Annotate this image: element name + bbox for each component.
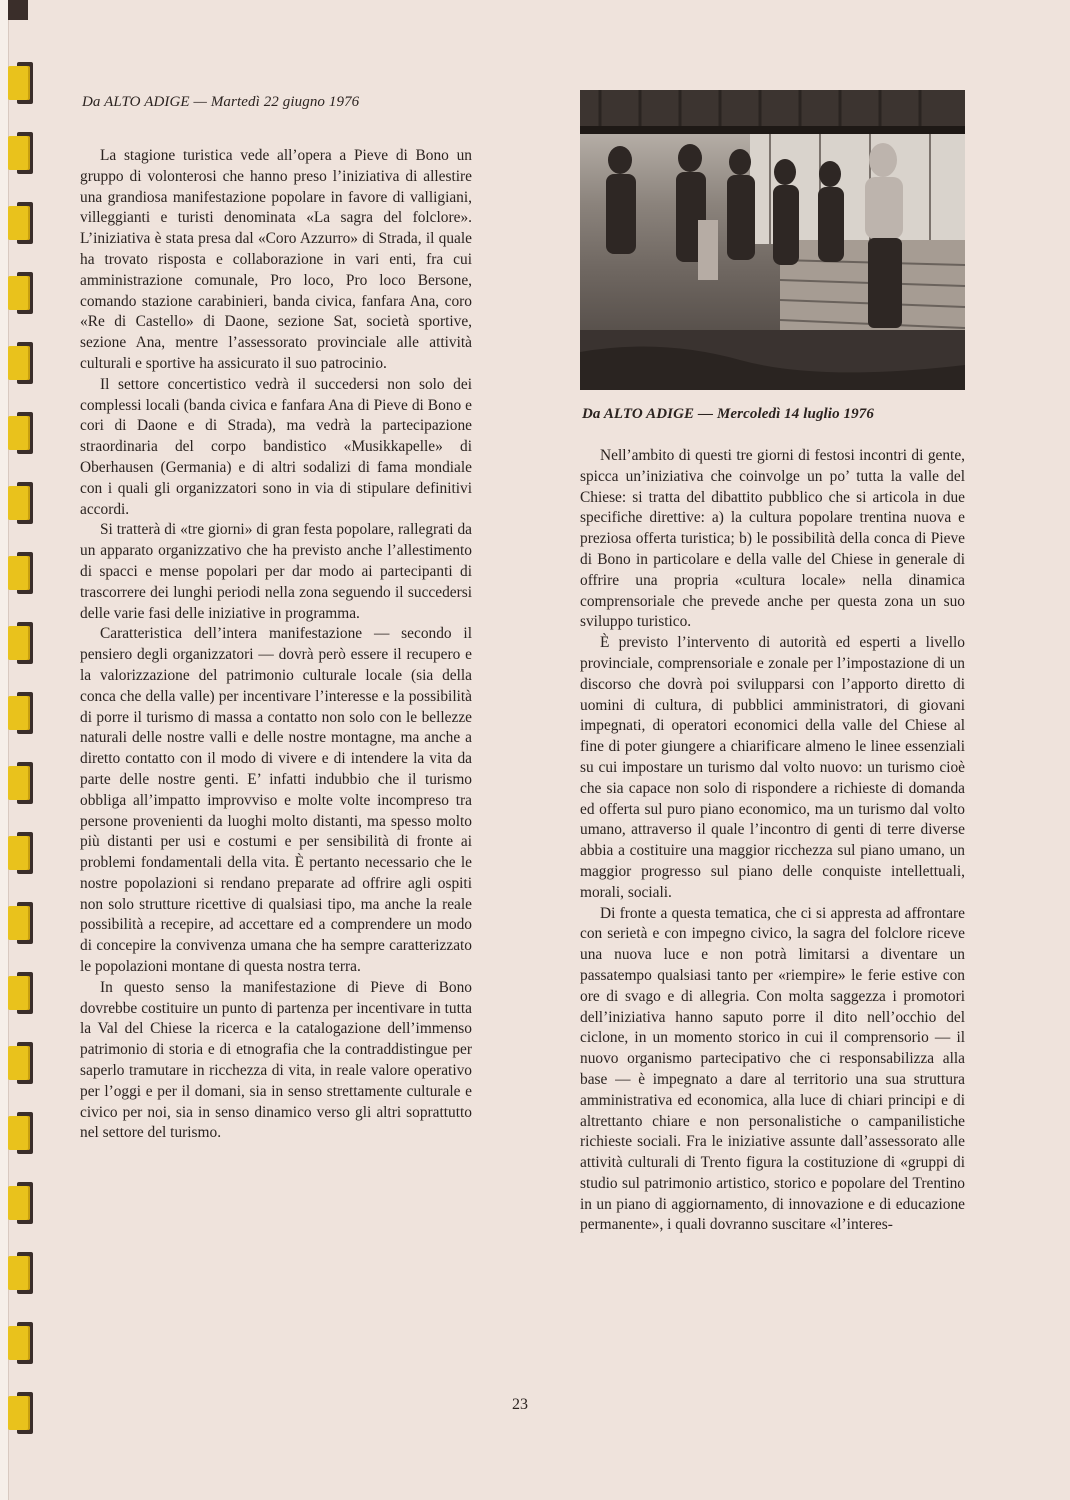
binding-ring: [8, 342, 34, 386]
ring-clip: [8, 836, 30, 870]
right-column: [580, 90, 965, 1236]
page-number: 23: [512, 1396, 528, 1413]
binding-ring: [8, 552, 34, 596]
binding-ring: [8, 1042, 34, 1086]
binding-ring: [8, 62, 34, 106]
ring-clip: [8, 1116, 30, 1150]
left-source-heading: Da ALTO ADIGE — Martedì 22 giugno 1976: [82, 94, 360, 110]
binding-top-clip: [8, 0, 28, 20]
binding-ring: [8, 132, 34, 176]
left-paragraph-4: Caratteristica dell’intera manifestazione — secondo il pensiero degli organizzatori — dovrà però essere il recupero e la valorizzazione del patrimonio culturale locale (sia della conca che della valle) per incentivare l’interesse e la possibilità di porre il turismo di massa a contatto non solo con le bellezze naturali delle nostre valli e delle nostre montagne, ma anche a diretto contatto con il modo di vivere e di intendere la vita da parte delle nostre genti. E’ infatti indubbio che il turismo obbliga all’impatto improvviso e molte volte incompreso tra persone provenienti da luoghi molto distanti, ma spesso molto più distanti per usi e costumi e per sensibilità di fronte ai problemi fondamentali della vita. È pertanto necessario che le nostre popolazioni si rendano preparate ad offrire agli ospiti non solo strutture ricettive di qualsiasi tipo, ma anche la reale possibilità a recepire, ad accettare ed a comprendere un modo di concepire la convivenza umana che ha sempre caratterizzato le popolazioni montane di questa nostra terra.: [80, 625, 472, 976]
ring-clip: [8, 556, 30, 590]
binding-ring: [8, 1182, 34, 1226]
ring-clip: [8, 1046, 30, 1080]
binding-ring: [8, 272, 34, 316]
binding-ring: [8, 202, 34, 246]
left-paragraph-5: In questo senso la manifestazione di Pieve di Bono dovrebbe costituire un punto di partenza per incentivare in tutta la Val del Chiese la ricerca e la catalogazione dell’immenso patrimonio di storia e di etnografia che la contraddistingue per saperlo tramutare in ricchezza di vita, in reale valore operativo per l’oggi e per il domani, sia in senso strettamente culturale e civico per noi, sia in senso dinamico verso gli altri soprattutto nel settore del turismo.: [80, 978, 472, 1142]
ring-clip: [8, 626, 30, 660]
ring-clip: [8, 136, 30, 170]
left-column: [80, 92, 472, 1144]
ring-clip: [8, 906, 30, 940]
binding-ring: [8, 1252, 34, 1296]
ring-clip: [8, 346, 30, 380]
ring-clip: [8, 976, 30, 1010]
ring-clip: [8, 766, 30, 800]
right-paragraph-3: Di fronte a questa tematica, che ci si appresta ad affrontare con serietà e con impegno civico, la sagra del folclore riceve una nuova luce e non potrà limitarsi a diventare un passatempo qualsiasi tanto per «riempire» le ferie estive con ore di svago e di allegria. Con molta saggezza i promotori dell’iniziativa hanno saputo porre il dito nell’occhio del ciclone, in un momento storico in cui il comprensorio — il nuovo organismo partecipativo che ci responsabilizza alla base — è impegnato a dare al territorio una sua struttura amministrativa ed economica, alla luce di chiari principi e di altrettanto chiare e non personalistiche o campanilistiche richieste sociali. Fra le iniziative assunte dall’assessorato alle attività culturali di Trento figura la costituzione di «gruppi di studio sul patrimonio artistico, storico e popolare del Trentino in un piano di aggiornamento, di innovazione e di educazione permanente», i quali dovranno suscitare «l’interes-: [580, 904, 965, 1234]
ring-clip: [8, 1326, 30, 1360]
left-paragraph-2: Il settore concertistico vedrà il succedersi non solo dei complessi locali (banda civica e fanfara Ana di Pieve di Bono e cori di Daone e di Strada), ma vedrà la partecipazione straordinaria del corpo bandistico «Musikkapelle» di Oberhausen (Germania) e di altri sodalizi di fama mondiale con i quali gli organizzatori sono in via di stipulare definitivi accordi.: [80, 375, 472, 518]
right-paragraph-1: Nell’ambito di questi tre giorni di festosi incontri di gente, spicca un’iniziativa che coinvolge un po’ tutta la valle del Chiese: si tratta del dibattito pubblico che si articola in due specifiche direttive: a) la cultura popolare trentina nuova e preziosa offerta turistica; b) le possibilità della conca di Pieve di Bono in particolare e della valle del Chiese in generale di offrire una propria «cultura locale» nella dinamica comprensoriale che prevede anche per questa zona un suo sviluppo turistico.: [580, 447, 965, 631]
binding-ring: [8, 902, 34, 946]
binding-ring: [8, 692, 34, 736]
binding-ring: [8, 622, 34, 666]
binding-ring: [8, 482, 34, 526]
binding-ring: [8, 1392, 34, 1436]
left-paragraph-3: Si tratterà di «tre giorni» di gran festa popolare, rallegrati da un apparato organizzativo che ha previsto anche l’allestimento di spacci e mense popolari per dar modo ai partecipanti di trascorrere dei lunghi periodi nella zona seguendo il succedersi delle varie fasi delle iniziative in programma.: [80, 521, 472, 622]
ring-clip: [8, 1256, 30, 1290]
binding-ring: [8, 1112, 34, 1156]
spiral-binding: [0, 0, 40, 1500]
binding-ring: [8, 762, 34, 806]
binding-ring: [8, 972, 34, 1016]
right-source-heading: Da ALTO ADIGE — Mercoledì 14 luglio 1976: [582, 406, 874, 422]
ring-clip: [8, 276, 30, 310]
ring-clip: [8, 486, 30, 520]
ring-clip: [8, 1186, 30, 1220]
right-paragraph-2: È previsto l’intervento di autorità ed esperti a livello provinciale, comprensoriale e zonale per l’impostazione di un discorso che dovrà poi svilupparsi con l’apporto diretto di uomini di cultura, di pubblici amministratori, di giovani impegnati, di operatori economici della valle del Chiese al fine di poter giungere a chiarificare almeno le linee essenziali su cui impostare un turismo dal volto nuovo: un turismo cioè che sia capace non solo di rispondere a richieste di domanda ed offerta sul puro piano economico, ma un turismo dal volto umano, attraverso il quale l’incontro di genti di terre diverse abbia a costituire una maggior ricchezza sul piano umano, un maggior progresso sul piano delle conquiste intellettuali, morali, sociali.: [580, 634, 965, 901]
ring-clip: [8, 206, 30, 240]
binding-ring: [8, 412, 34, 456]
ring-clip: [8, 66, 30, 100]
photo-men-construction: [580, 90, 965, 390]
ring-clip: [8, 416, 30, 450]
left-paragraph-1: La stagione turistica vede all’opera a Pieve di Bono un gruppo di volonterosi che hanno preso l’iniziativa di allestire una grandiosa manifestazione popolare in favore di valligiani, villeggianti e turisti denominata «La sagra del folclore». L’iniziativa è stata presa dal «Coro Azzurro» di Strada, il quale ha trovato risposta e collaborazione in vari enti, fra cui amministrazione comunale, Pro loco, Pro loco Bersone, comando stazione carabinieri, banda civica, fanfara Ana, coro «Re di Castello» di Daone, sezione Sat, società sportive, sezione Ana, mentre l’assessorato provinciale alle attività culturali e sportive ha assicurato il suo patrocinio.: [80, 147, 472, 372]
ring-clip: [8, 1396, 30, 1430]
binding-ring: [8, 832, 34, 876]
binding-ring: [8, 1322, 34, 1366]
ring-clip: [8, 696, 30, 730]
newspaper-photo: [580, 90, 965, 390]
